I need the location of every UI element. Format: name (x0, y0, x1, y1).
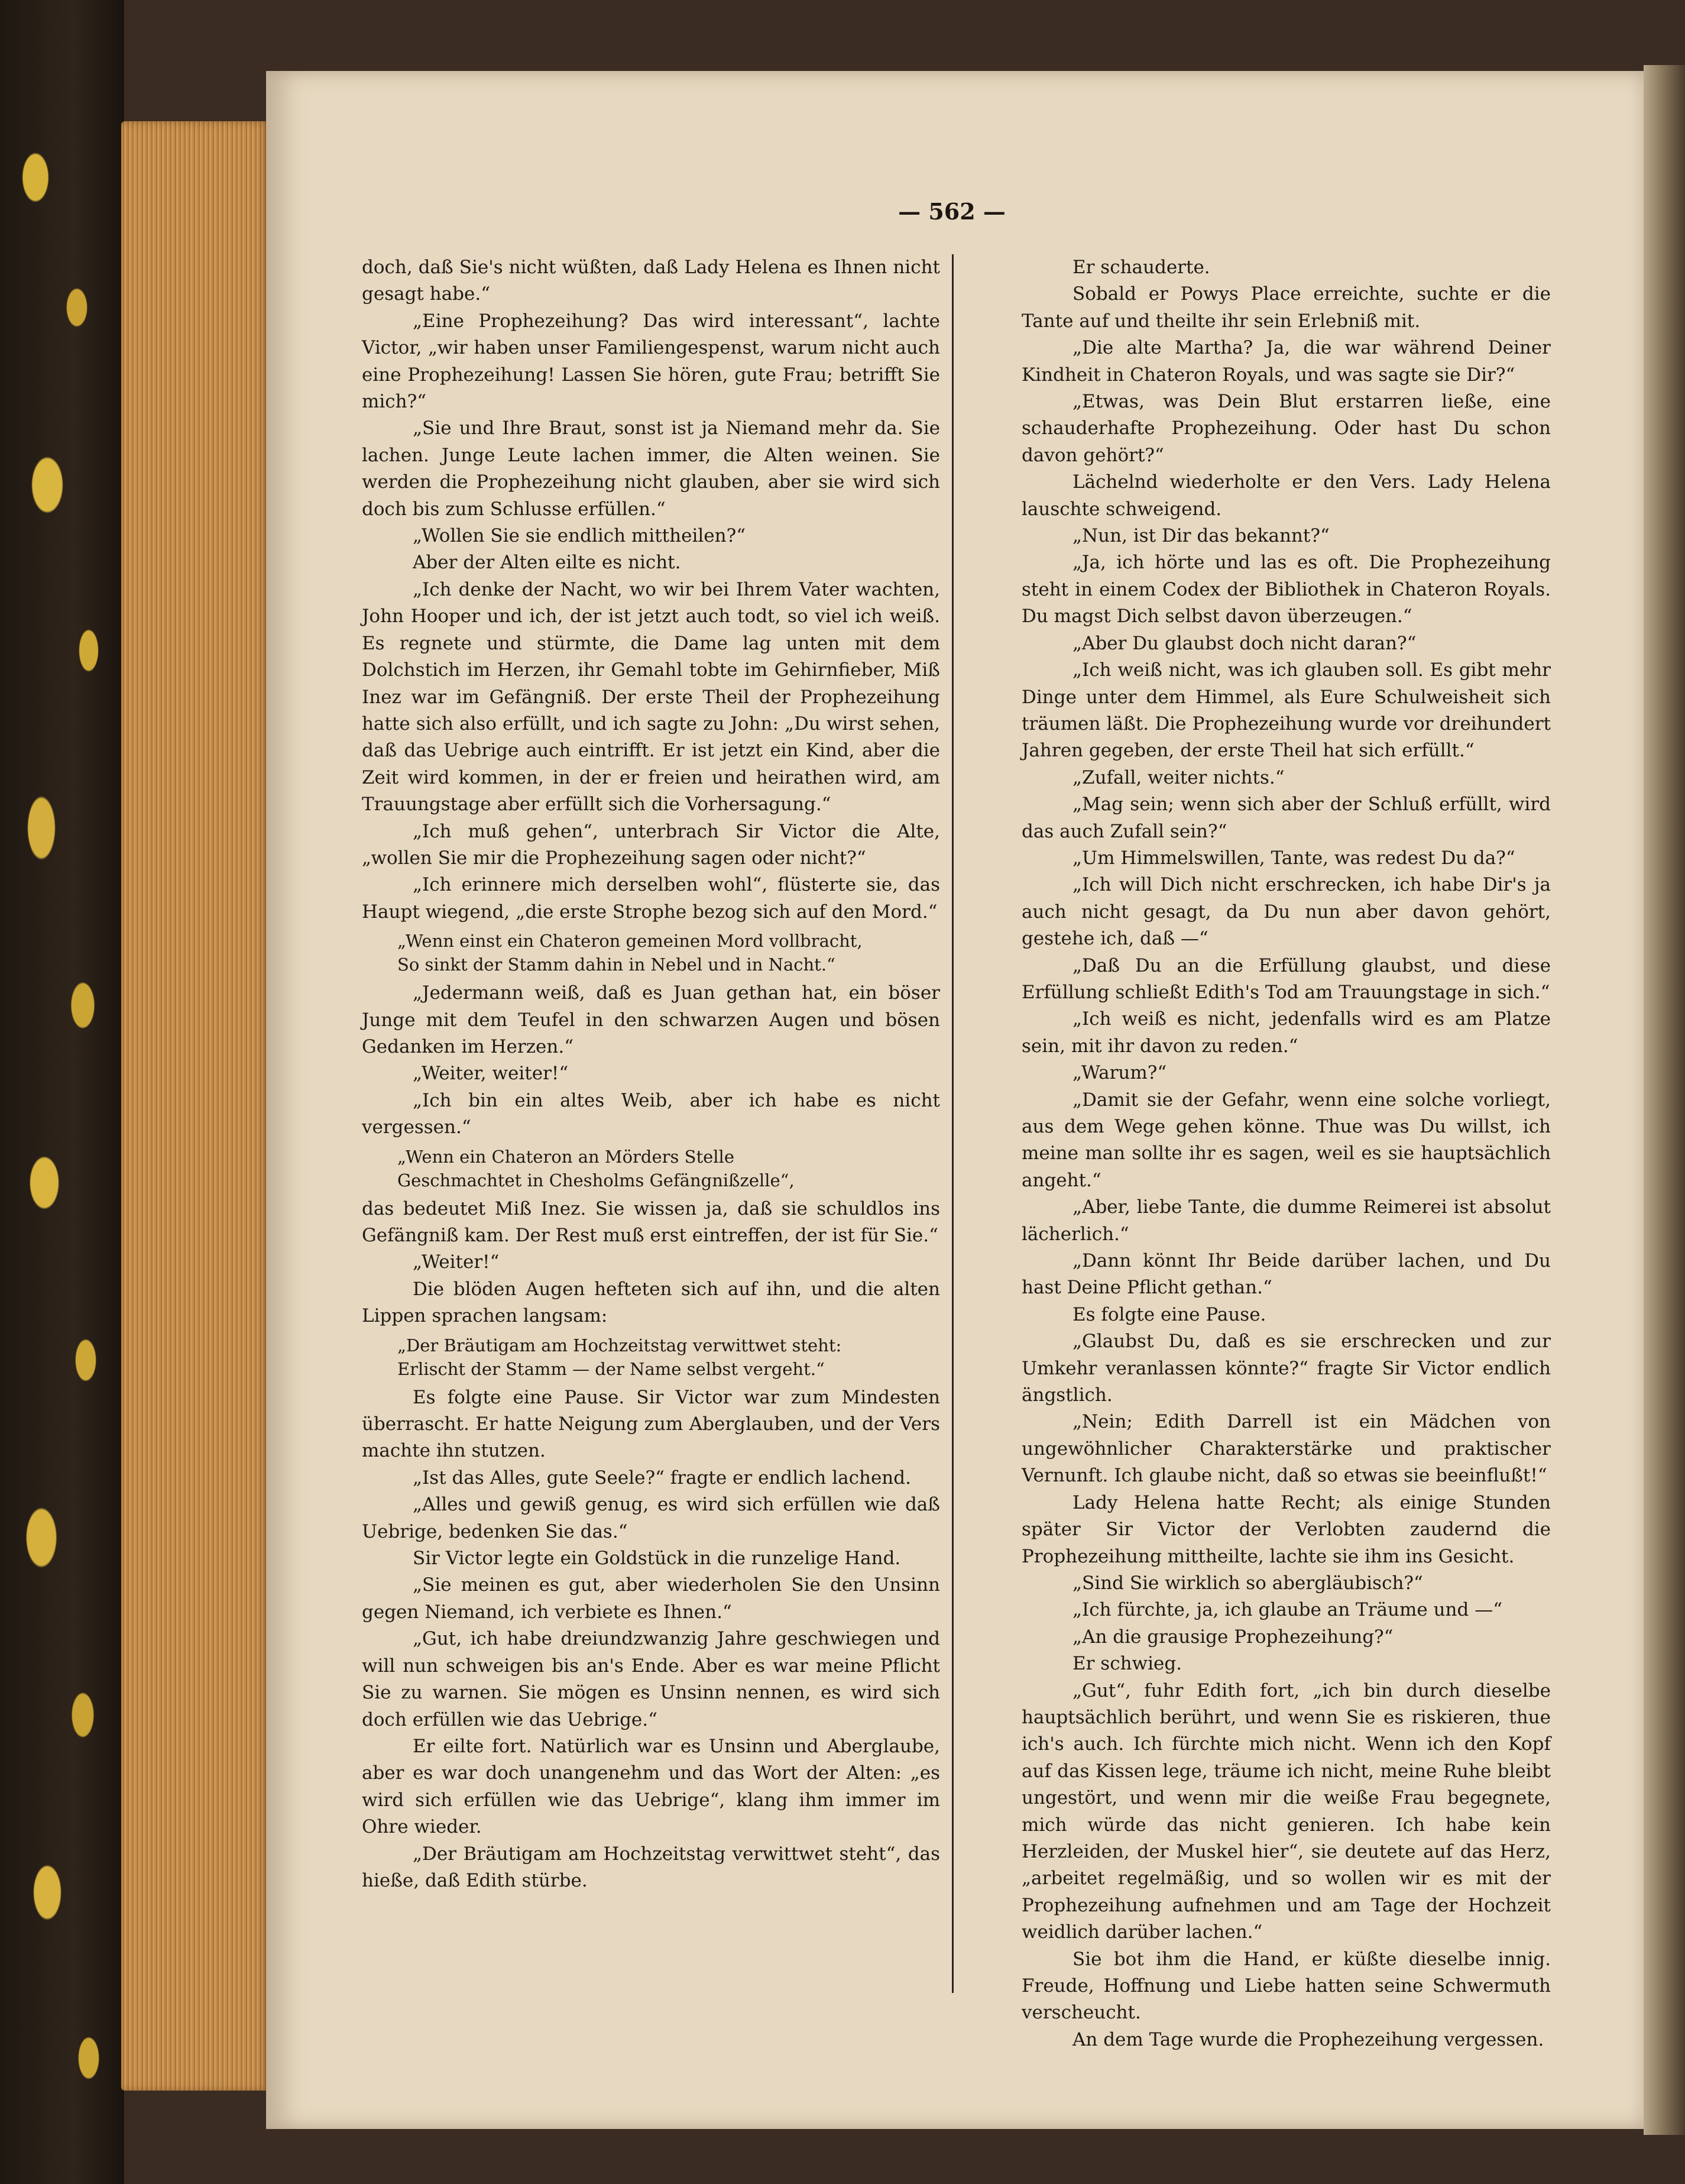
paragraph: „Ich will Dich nicht erschrecken, ich habe Dir's ja auch nicht gesagt, da Du nun aber davon gehört, gestehe ich, daß —“ (1022, 874, 1551, 950)
paragraph: „Der Bräutigam am Hochzeitstag verwittwet steht“, das hieße, daß Edith stürbe. (362, 1843, 940, 1891)
paragraph: das bedeutet Miß Inez. Sie wissen ja, daß sie schuldlos ins Gefängniß kam. Der Rest muß erst eintreffen, der ist für Sie.“ (362, 1198, 940, 1246)
paragraph: „Sind Sie wirklich so abergläubisch?“ (1072, 1572, 1423, 1594)
right-column (1022, 254, 1551, 2053)
verse-line: „Wenn einst ein Chateron gemeinen Mord vollbracht, (397, 931, 863, 952)
opposite-page-edge (1644, 65, 1685, 2135)
paragraph: Die blöden Augen hefteten sich auf ihn, und die alten Lippen sprachen langsam: (362, 1278, 940, 1327)
paragraph: „An die grausige Prophezeihung?“ (1072, 1626, 1394, 1648)
page-block-edge (121, 121, 269, 2091)
paragraph: Lady Helena hatte Recht; als einige Stunden später Sir Victor der Verlobten zaudernd die Prophezeihung mittheilte, lachte sie ihm ins Gesicht. (1022, 1491, 1551, 1567)
paragraph: „Aber Du glaubst doch nicht daran?“ (1072, 632, 1417, 654)
paragraph: Es folgte eine Pause. Sir Victor war zum Mindesten überrascht. Er hatte Neigung zum Aberglauben, und der Vers machte ihn stutzen. (362, 1386, 940, 1462)
paragraph: „Ist das Alles, gute Seele?“ fragte er endlich lachend. (413, 1467, 911, 1489)
paragraph: „Alles und gewiß genug, es wird sich erfüllen wie daß Uebrige, bedenken Sie das.“ (362, 1494, 940, 1542)
paragraph: „Weiter, weiter!“ (413, 1063, 569, 1085)
marbled-book-cover (0, 0, 124, 2184)
paragraph: „Aber, liebe Tante, die dumme Reimerei ist absolut lächerlich.“ (1022, 1196, 1551, 1245)
paragraph: „Eine Prophezeihung? Das wird interessant“, lachte Victor, „wir haben unser Familiengespenst, warum nicht auch eine Prophezeihung! Lassen Sie hören, gute Frau; betrifft Sie mich?“ (362, 310, 940, 413)
paragraph: „Daß Du an die Erfüllung glaubst, und diese Erfüllung schließt Edith's Tod am Trauungstage in sich.“ (1022, 955, 1551, 1003)
verse-block (397, 1145, 940, 1192)
paragraph: „Ich weiß es nicht, jedenfalls wird es am Platze sein, mit ihr davon zu reden.“ (1022, 1008, 1551, 1057)
paragraph: „Warum?“ (1072, 1062, 1167, 1084)
paragraph: Sobald er Powys Place erreichte, suchte er die Tante auf und theilte ihr sein Erlebniß mit. (1022, 283, 1551, 332)
verse-block (397, 929, 940, 976)
paragraph: „Die alte Martha? Ja, die war während Deiner Kindheit in Chateron Royals, und was sagte sie Dir?“ (1022, 337, 1551, 386)
paragraph: „Ich bin ein altes Weib, aber ich habe es nicht vergessen.“ (362, 1089, 940, 1138)
paragraph: „Ich fürchte, ja, ich glaube an Träume und —“ (1072, 1599, 1503, 1621)
paragraph: Es folgte eine Pause. (1072, 1303, 1266, 1325)
paragraph: doch, daß Sie's nicht wüßten, daß Lady Helena es Ihnen nicht gesagt habe.“ (362, 257, 940, 305)
verse-line: So sinkt der Stamm dahin in Nebel und in Nacht.“ (397, 955, 835, 975)
verse-block (397, 1334, 940, 1381)
paragraph: Er schwieg. (1072, 1653, 1182, 1675)
paragraph: „Glaubst Du, daß es sie erschrecken und zur Umkehr veranlassen könnte?“ fragte Sir Victor endlich ängstlich. (1022, 1331, 1551, 1406)
paragraph: „Damit sie der Gefahr, wenn eine solche vorliegt, aus dem Wege gehen könne. Thue was Du willst, ich meine man sollte ihr es sagen, weil es sie hauptsächlich angeht.“ (1022, 1089, 1551, 1191)
verse-line: „Der Bräutigam am Hochzeitstag verwittwet steht: (397, 1335, 842, 1355)
paragraph: Aber der Alten eilte es nicht. (413, 552, 681, 574)
paragraph: „Zufall, weiter nichts.“ (1072, 766, 1285, 788)
verse-line: Erlischt der Stamm — der Name selbst vergeht.“ (397, 1358, 825, 1379)
paragraph: Er eilte fort. Natürlich war es Unsinn und Aberglaube, aber es war doch unangenehm und das Wort der Alten: „es wird sich erfüllen wie das Uebrige“, klang ihm immer im Ohre wieder. (362, 1735, 940, 1838)
paragraph: „Dann könnt Ihr Beide darüber lachen, und Du hast Deine Pflicht gethan.“ (1022, 1250, 1551, 1299)
column-divider (952, 254, 954, 1993)
paragraph: Sie bot ihm die Hand, er küßte dieselbe innig. Freude, Hoffnung und Liebe hatten seine Schwermuth verscheucht. (1022, 1948, 1551, 2024)
paragraph: „Ich weiß nicht, was ich glauben soll. Es gibt mehr Dinge unter dem Himmel, als Eure Schulweisheit sich träumen läßt. Die Prophezeihung wurde vor dreihundert Jahren gegeben, der erste Theil hat sich erfüllt.“ (1022, 659, 1551, 762)
paragraph: „Gut“, fuhr Edith fort, „ich bin durch dieselbe hauptsächlich berührt, und wenn Sie es riskieren, thue ich's auch. Ich fürchte mich nicht. Wenn ich den Kopf auf das Kissen lege, träume ich nicht, meine Ruhe bleibt ungestört, und wenn mir die weiße Frau begegnete, mich würde das nicht genieren. Ich habe kein Herzleiden, der Muskel hier“, sie deutete auf das Herz, „arbeitet regelmäßig, und so wollen wir es mit der Prophezeihung aufnehmen und am Tage der Hochzeit weidlich darüber lachen.“ (1022, 1680, 1551, 1943)
verse-line: „Wenn ein Chateron an Mörders Stelle (397, 1146, 734, 1167)
paragraph: „Nun, ist Dir das bekannt?“ (1072, 525, 1330, 547)
paragraph: Sir Victor legte ein Goldstück in die runzelige Hand. (413, 1548, 901, 1570)
left-column (362, 254, 940, 1894)
paragraph: „Um Himmelswillen, Tante, was redest Du da?“ (1072, 847, 1515, 869)
paragraph: „Wollen Sie sie endlich mittheilen?“ (413, 525, 746, 547)
paragraph: „Ich erinnere mich derselben wohl“, flüsterte sie, das Haupt wiegend, „die erste Strophe bezog sich auf den Mord.“ (362, 874, 940, 923)
paragraph: „Sie meinen es gut, aber wiederholen Sie den Unsinn gegen Niemand, ich verbiete es Ihnen.“ (362, 1574, 940, 1623)
paragraph: An dem Tage wurde die Prophezeihung vergessen. (1072, 2028, 1544, 2050)
paragraph: „Ich denke der Nacht, wo wir bei Ihrem Vater wachten, John Hooper und ich, der ist jetzt auch todt, so viel ich weiß. Es regnete und stürmte, die Dame lag unten mit dem Dolchstich im Herzen, ihr Gemahl tobte im Gehirnfieber, Miß Inez war im Gefängniß. Der erste Theil der Prophezeihung hatte sich also erfüllt, und ich sagte zu John: „Du wirst sehen, daß das Uebrige auch eintrifft. Er ist jetzt ein Kind, aber die Zeit wird kommen, in der er freien und heirathen wird, am Trauungstage aber erfüllt sich die Vorhersagung.“ (362, 578, 940, 816)
page-number: — 562 — (898, 198, 1006, 225)
paragraph: „Mag sein; wenn sich aber der Schluß erfüllt, wird das auch Zufall sein?“ (1022, 794, 1551, 842)
paragraph: „Etwas, was Dein Blut erstarren ließe, eine schauderhafte Prophezeihung. Oder hast Du schon davon gehört?“ (1022, 391, 1551, 466)
verse-line: Geschmachtet in Chesholms Gefängnißzelle“, (397, 1170, 795, 1190)
paragraph: Lächelnd wiederholte er den Vers. Lady Helena lauschte schweigend. (1022, 471, 1551, 520)
paragraph: „Nein; Edith Darrell ist ein Mädchen von ungewöhnlicher Charakterstärke und praktischer Vernunft. Ich glaube nicht, daß so etwas sie beeinflußt!“ (1022, 1411, 1551, 1487)
paragraph: „Weiter!“ (413, 1251, 500, 1273)
paragraph: „Sie und Ihre Braut, sonst ist ja Niemand mehr da. Sie lachen. Junge Leute lachen immer, die Alten weinen. Sie werden die Prophezeihung nicht glauben, aber sie wird sich doch bis zum Schlusse erfüllen.“ (362, 418, 940, 520)
paragraph: „Ja, ich hörte und las es oft. Die Prophezeihung steht in einem Codex der Bibliothek in Chateron Royals. Du magst Dich selbst davon überzeugen.“ (1022, 552, 1551, 627)
paragraph: „Jedermann weiß, daß es Juan gethan hat, ein böser Junge mit dem Teufel in den schwarzen Augen und bösen Gedanken im Herzen.“ (362, 982, 940, 1057)
paragraph: Er schauderte. (1072, 257, 1210, 278)
paragraph: „Gut, ich habe dreiundzwanzig Jahre geschwiegen und will nun schweigen bis an's Ende. Aber es war meine Pflicht Sie zu warnen. Sie mögen es Unsinn nennen, es wird sich doch erfüllen wie das Uebrige.“ (362, 1628, 940, 1730)
paragraph: „Ich muß gehen“, unterbrach Sir Victor die Alte, „wollen Sie mir die Prophezeihung sagen oder nicht?“ (362, 820, 940, 869)
